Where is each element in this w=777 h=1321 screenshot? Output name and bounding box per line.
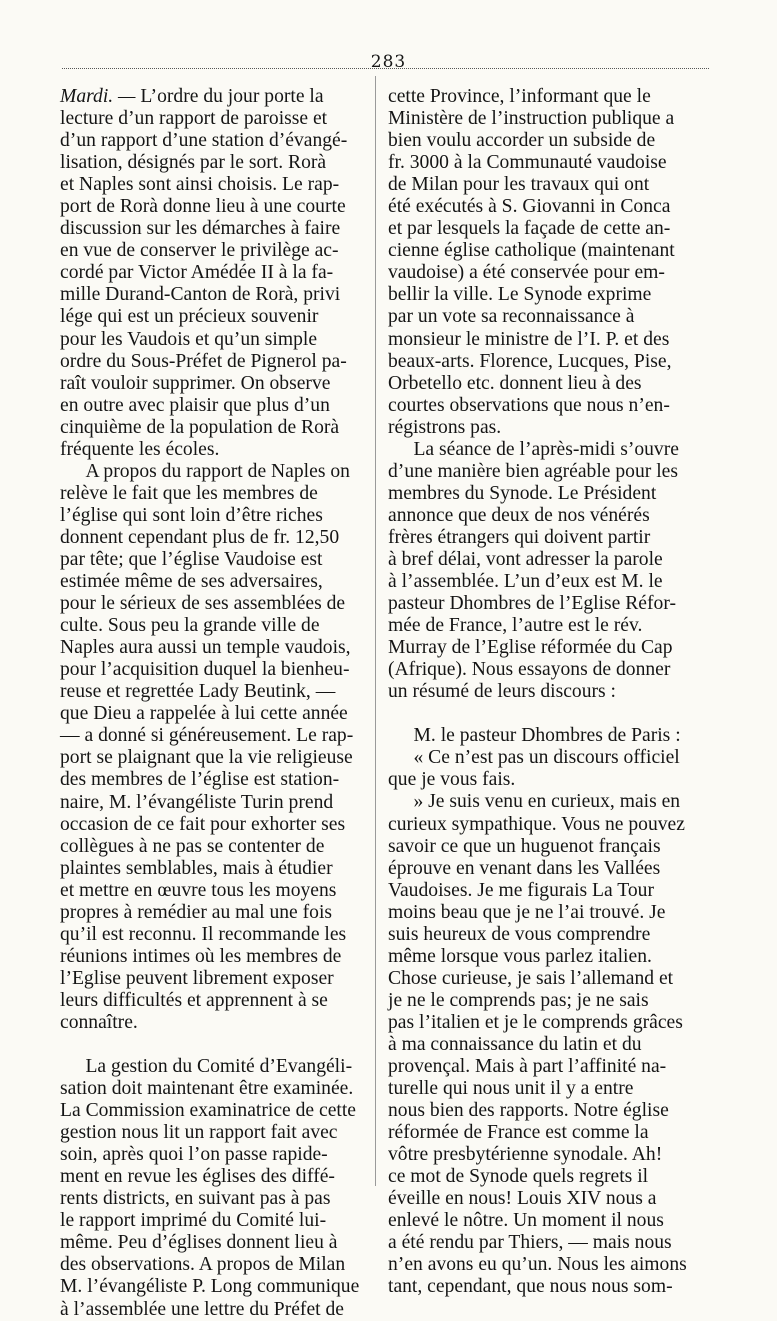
text-line: M. le pasteur Dhombres de Paris : — [413, 725, 681, 747]
text-line: provençal. Mais à part l’affinité na- — [388, 1056, 667, 1078]
text-line: même lorsque vous parlez italien. — [388, 945, 652, 967]
text-line: vôtre presbytérienne synodale. Ah! — [388, 1144, 663, 1166]
text-line: d’une manière bien agréable pour les — [388, 460, 678, 482]
text-line: éveille en nous! Louis XIV nous a — [388, 1188, 657, 1210]
text-line: a été rendu par Thiers, — mais nous — [388, 1232, 672, 1254]
text-line: naire, M. l’évangéliste Turin prend — [60, 791, 334, 813]
text-line: estimée même de ses adversaires, — [60, 571, 323, 593]
text-line: monsieur le ministre de l’I. P. et des — [388, 328, 670, 350]
right-column — [388, 86, 710, 1299]
text-line: membres du Synode. Le Président — [388, 482, 657, 504]
text-line: et par lesquels la façade de cette an- — [388, 218, 671, 240]
text-line: reuse et regrettée Lady Beutink, — — [60, 681, 336, 703]
column-divider — [375, 76, 376, 1186]
text-line: par un vote sa reconnaissance à — [388, 306, 635, 328]
text-line: tant, cependant, que nous nous som- — [388, 1276, 673, 1298]
text-line: sation doit maintenant être examinée. — [60, 1078, 354, 1100]
text-line: lége qui est un précieux souvenir — [60, 306, 319, 328]
text-line: à ma connaissance du latin et du — [388, 1033, 642, 1055]
text-line: régistrons pas. — [388, 416, 502, 438]
text-line: des observations. A propos de Milan — [60, 1254, 346, 1276]
text-line: pour l’acquisition duquel la bienheu- — [60, 659, 350, 681]
text-line: port de Rorà donne lieu à une courte — [60, 196, 346, 218]
text-line: été exécutés à S. Giovanni in Conca — [388, 196, 671, 218]
text-line: gestion nous lit un rapport fait avec — [60, 1122, 338, 1144]
text-line: ce mot de Synode quels regrets il — [388, 1166, 649, 1188]
text-line: (Afrique). Nous essayons de donner — [388, 659, 671, 681]
text-line: à l’assemblée une lettre du Préfet de — [60, 1298, 344, 1320]
text-line: discussion sur les démarches à faire — [60, 218, 341, 240]
text-line: à l’assemblée. L’un d’eux est M. le — [388, 571, 663, 593]
text-line: bien voulu accorder un subside de — [388, 130, 656, 152]
text-line: » Je suis venu en curieux, mais en — [413, 791, 681, 813]
page-number: 283 — [370, 52, 407, 72]
text-line: pas l’italien et je le comprends grâces — [388, 1011, 683, 1033]
text-line: que Dieu a rappelée à lui cette année — [60, 703, 348, 725]
text-line: savoir ce que un huguenot français — [388, 835, 661, 857]
text-line: connaître. — [60, 1011, 138, 1033]
text-line: La Commission examinatrice de cette — [60, 1100, 356, 1122]
text-line: « Ce n’est pas un discours officiel — [413, 747, 680, 769]
text-line: cienne église catholique (maintenant — [388, 240, 675, 262]
paragraph — [388, 747, 710, 791]
text-line: rents districts, en suivant pas à pas — [60, 1188, 331, 1210]
text-line: n’en avons eu qu’un. Nous les aimons — [388, 1254, 687, 1276]
text-line: propres à remédier au mal une fois — [60, 901, 333, 923]
text-line: La gestion du Comité d’Evangéli- — [85, 1056, 353, 1078]
text-line: Vaudoises. Je me figurais La Tour — [388, 879, 654, 901]
text-line: de Milan pour les travaux qui ont — [388, 174, 650, 196]
text-line: occasion de ce fait pour exhorter ses — [60, 813, 346, 835]
text-line: port se plaignant que la vie religieuse — [60, 747, 353, 769]
text-line: — a donné si généreusement. Le rap- — [60, 725, 354, 747]
paragraph — [60, 1056, 364, 1321]
text-line: je ne le comprends pas; je ne sais — [388, 989, 649, 1011]
text-line: donnent cependant plus de fr. 12,50 — [60, 526, 340, 548]
text-line: bellir la ville. Le Synode exprime — [388, 284, 652, 306]
text-line: vaudoise) a été conservée pour em- — [388, 262, 665, 284]
text-line: par tête; que l’église Vaudoise est — [60, 548, 323, 570]
text-line: mille Durand-Canton de Rorà, privi — [60, 284, 341, 306]
text-line: l’église qui sont loin d’être riches — [60, 504, 323, 526]
text-line: nous bien des rapports. Notre église — [388, 1100, 669, 1122]
text-line: courtes observations que nous n’en- — [388, 394, 670, 416]
text-line: éprouve en venant dans les Vallées — [388, 857, 661, 879]
text-line: réunions intimes où les membres de — [60, 945, 342, 967]
text-line: et Naples sont ainsi choisis. Le rap- — [60, 174, 340, 196]
text-line: relève le fait que les membres de — [60, 482, 318, 504]
text-line: enlevé le nôtre. Un moment il nous — [388, 1210, 664, 1232]
text-line: même. Peu d’églises donnent lieu à — [60, 1232, 338, 1254]
text-line: frères étrangers qui doivent partir — [388, 526, 651, 548]
paragraph — [388, 439, 710, 704]
paragraph — [388, 86, 710, 439]
paragraph — [60, 86, 364, 461]
text-line: beaux-arts. Florence, Lucques, Pise, — [388, 350, 672, 372]
text-line: l’Eglise peuvent librement exposer — [60, 967, 334, 989]
text-line: qu’il est reconnu. Il recommande les — [60, 923, 347, 945]
left-column — [60, 86, 364, 1321]
text-line: en outre avec plaisir que plus d’un — [60, 394, 330, 416]
text-line: leurs difficultés et apprennent à se — [60, 989, 328, 1011]
text-line: Chose curieuse, je sais l’allemand et — [388, 967, 674, 989]
text-line: Naples aura aussi un temple vaudois, — [60, 637, 351, 659]
header-rule — [62, 68, 709, 69]
line-text: L’ordre du jour porte la — [135, 86, 324, 107]
text-line: un résumé de leurs discours : — [388, 681, 616, 703]
text-line: A propos du rapport de Naples on — [85, 460, 350, 482]
text-line: raît vouloir supprimer. On observe — [60, 372, 331, 394]
text-line: lecture d’un rapport de paroisse et — [60, 108, 328, 130]
text-line: cinquième de la population de Rorà — [60, 416, 340, 438]
text-line: d’un rapport d’une station d’évangé- — [60, 130, 348, 152]
text-line: turelle qui nous unit il y a entre — [388, 1078, 634, 1100]
paragraph — [388, 725, 710, 747]
paragraph — [388, 791, 710, 1298]
text-line: La séance de l’après-midi s’ouvre — [413, 438, 679, 460]
text-line — [60, 86, 364, 108]
text-line: et mettre en œuvre tous les moyens — [60, 879, 337, 901]
text-line: réformée de France est comme la — [388, 1122, 649, 1144]
text-line: ment en revue les églises des diffé- — [60, 1166, 335, 1188]
text-line: lisation, désignés par le sort. Rorà — [60, 152, 327, 174]
text-line: annonce que deux de nos vénérés — [388, 504, 650, 526]
text-line: Murray de l’Eglise réformée du Cap — [388, 637, 673, 659]
text-line: collègues à ne pas se contenter de — [60, 835, 325, 857]
text-line: fréquente les écoles. — [60, 438, 220, 460]
text-line: plaintes semblables, mais à étudier — [60, 857, 333, 879]
text-line: mée de France, l’autre est le rév. — [388, 615, 643, 637]
text-line: moins beau que je ne l’ai trouvé. Je — [388, 901, 666, 923]
day-heading: Mardi. — — [60, 86, 136, 107]
text-line: suis heureux de vous comprendre — [388, 923, 651, 945]
text-line: cette Province, l’informant que le — [388, 86, 651, 107]
text-line: en vue de conserver le privilège ac- — [60, 240, 339, 262]
text-line: à bref délai, vont adresser la parole — [388, 548, 663, 570]
text-line: pasteur Dhombres de l’Eglise Réfor- — [388, 593, 676, 615]
paragraph — [60, 461, 364, 1034]
text-line: ordre du Sous-Préfet de Pignerol pa- — [60, 350, 347, 372]
text-line: fr. 3000 à la Communauté vaudoise — [388, 152, 667, 174]
text-line: le rapport imprimé du Comité lui- — [60, 1210, 327, 1232]
text-line: Orbetello etc. donnent lieu à des — [388, 372, 642, 394]
text-line: M. l’évangéliste P. Long communique — [60, 1276, 360, 1298]
text-line: pour les Vaudois et qu’un simple — [60, 328, 318, 350]
text-line: Ministère de l’instruction publique a — [388, 108, 675, 130]
text-line: des membres de l’église est station- — [60, 769, 340, 791]
text-line: pour le sérieux de ses assemblées de — [60, 593, 346, 615]
text-line: soin, après quoi l’on passe rapide- — [60, 1144, 328, 1166]
text-line: curieux sympathique. Vous ne pouvez — [388, 813, 685, 835]
text-line: que je vous fais. — [388, 769, 516, 791]
text-line: culte. Sous peu la grande ville de — [60, 615, 320, 637]
text-line: cordé par Victor Amédée II à la fa- — [60, 262, 334, 284]
